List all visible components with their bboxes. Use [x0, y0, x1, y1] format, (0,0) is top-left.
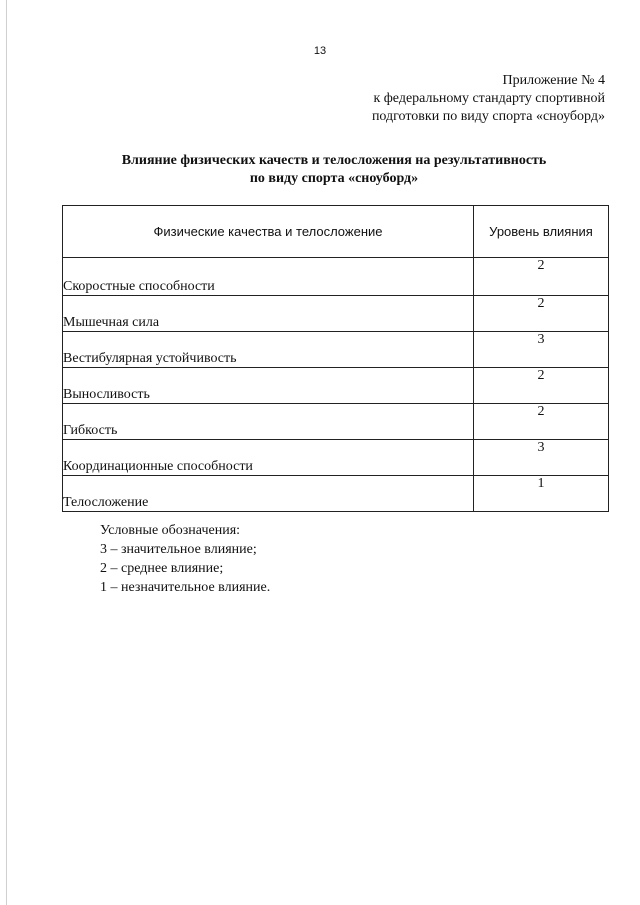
quality-name-cell	[63, 368, 474, 404]
scan-edge-line	[6, 0, 7, 905]
qualities-table	[62, 205, 609, 512]
legend-item: 1 – незначительное влияние.	[100, 580, 271, 595]
influence-level: 2	[474, 258, 609, 296]
legend	[100, 521, 270, 597]
header-qualities: Физические качества и телосложение	[63, 206, 474, 258]
influence-level: 3	[474, 332, 609, 368]
table-row	[63, 296, 609, 332]
quality-name: Гибкость	[63, 423, 118, 438]
table-header-row	[63, 206, 609, 258]
header-influence-level: Уровень влияния	[474, 206, 609, 258]
quality-name: Мышечная сила	[63, 315, 160, 330]
quality-name: Координационные способности	[63, 459, 253, 474]
quality-name-cell	[63, 476, 474, 512]
quality-name: Выносливость	[63, 387, 150, 402]
table-row	[63, 368, 609, 404]
table-row	[63, 476, 609, 512]
quality-name: Телосложение	[63, 495, 149, 510]
influence-level: 2	[474, 404, 609, 440]
quality-name-cell	[63, 296, 474, 332]
influence-level: 2	[474, 296, 609, 332]
table-row	[63, 404, 609, 440]
table-row	[63, 332, 609, 368]
appendix-line-1: Приложение № 4	[502, 73, 605, 88]
quality-name-cell	[63, 404, 474, 440]
quality-name: Вестибулярная устойчивость	[63, 351, 237, 366]
influence-level: 1	[474, 476, 609, 512]
quality-name-cell	[63, 440, 474, 476]
title-line-1: Влияние физических качеств и телосложения на результативность	[121, 153, 547, 168]
appendix-line-2: к федеральному стандарту спортивной	[373, 91, 605, 106]
influence-level: 3	[474, 440, 609, 476]
legend-heading: Условные обозначения:	[100, 523, 241, 538]
influence-level: 2	[474, 368, 609, 404]
title-line-2: по виду спорта «сноуборд»	[249, 171, 419, 186]
table-row	[63, 440, 609, 476]
legend-item: 3 – значительное влияние;	[100, 542, 257, 557]
document-title	[0, 152, 640, 188]
table-row	[63, 258, 609, 296]
appendix-line-3: подготовки по виду спорта «сноуборд»	[371, 109, 605, 124]
quality-name: Скоростные способности	[63, 279, 215, 294]
quality-name-cell	[63, 332, 474, 368]
page-number: 13	[313, 45, 327, 57]
appendix-header	[372, 72, 605, 126]
quality-name-cell	[63, 258, 474, 296]
legend-item: 2 – среднее влияние;	[100, 561, 224, 576]
